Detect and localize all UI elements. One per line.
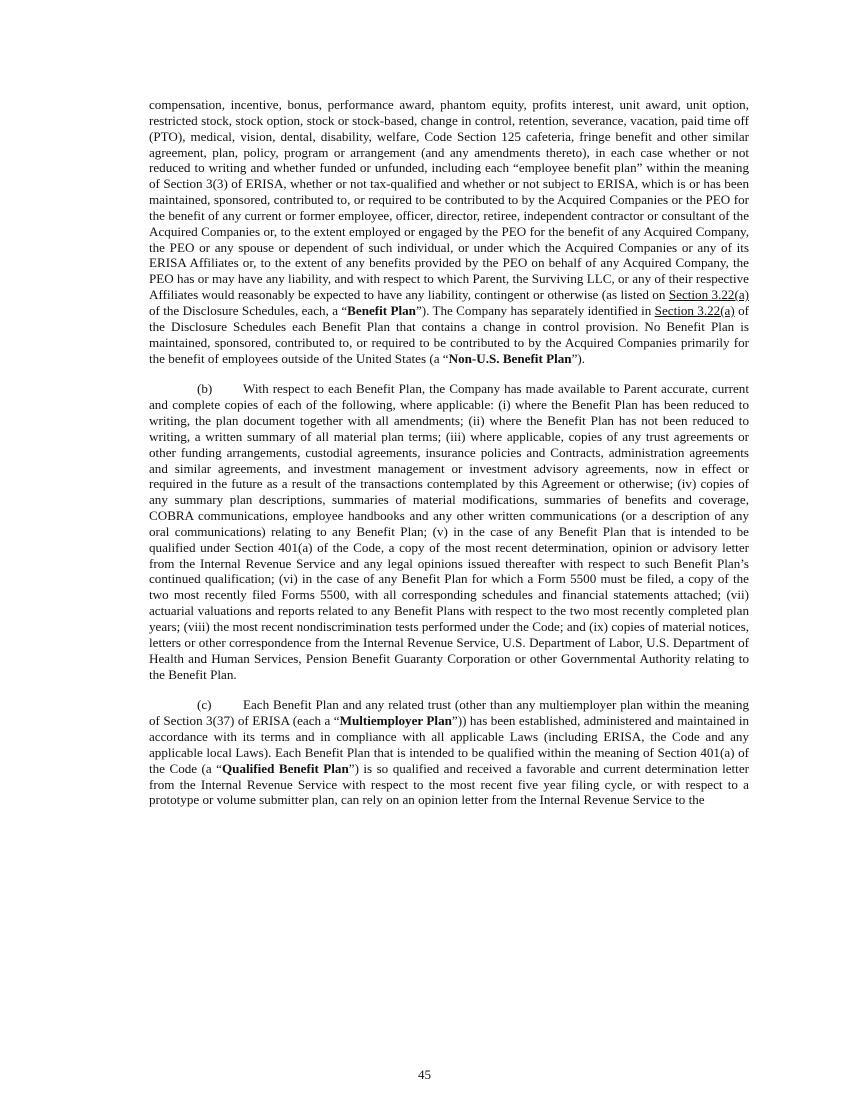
page-number: 45 [417, 1067, 432, 1082]
section-reference: Section 3.22(a) [654, 302, 735, 318]
text-run: of the Disclosure Schedules, each, a “ [149, 302, 348, 318]
defined-term: Qualified Benefit Plan [222, 760, 349, 776]
text-run: ”)) has been established, administered and maintained in accordance with its terms and in compliance with all applicable Laws (including ERISA, the Code and any applicable local Laws). Each Benefit Plan that is intended to be qualified within the meaning of Section 401(a) of the Code (a “ [149, 713, 750, 776]
section-reference: Section 3.22(a) [668, 287, 749, 303]
paragraph-c [149, 697, 749, 808]
paragraph-continuation [149, 97, 749, 366]
text-run: Each Benefit Plan and any related trust (other than any multiemployer plan within the meaning of Section 3(37) of ERISA (each a “ [149, 697, 749, 729]
text-run: With respect to each Benefit Plan, the Company has made available to Parent accurate, current and complete copies of each of the following, where applicable: (i) where the Benefit Plan has been reduced to writing, the plan document together with all amendments; (ii) where the Benefit Plan has not been reduced to writing, a written summary of all material plan terms; (iii) where applicable, copies of any trust agreements or other funding arrangements, custodial agreements, insurance policies and Contracts, administration agreements and similar agreements, and investment management or investment advisory agreements, now in effect or required in the future as a result of the transactions contemplated by this Agreement or otherwise; (iv) copies of any summary plan descriptions, summaries of material modifications, summaries of benefits and coverage, COBRA communications, employee handbooks and any other written communications (or a description of any oral communications) relating to any Benefit Plan; (v) in the case of any Benefit Plan that is intended to be qualified under Section 401(a) of the Code, a copy of the most recent determination, opinion or advisory letter from the Internal Revenue Service and any legal opinions issued thereafter with respect to such Benefit Plan’s continued qualification; (vi) in the case of any Benefit Plan for which a Form 5500 must be filed, a copy of the two most recently filed Forms 5500, with all corresponding schedules and financial statements attached; (vii) actuarial valuations and reports related to any Benefit Plans with respect to the two most recently completed plan years; (viii) the most recent nondiscrimination tests performed under the Code; and (ix) copies of material notices, letters or other correspondence from the Internal Revenue Service, U.S. Department of Labor, U.S. Department of Health and Human Services, Pension Benefit Guaranty Corporation or other Governmental Authority relating to the Benefit Plan. [149, 381, 749, 682]
document-body [149, 97, 749, 808]
defined-term: Non-U.S. Benefit Plan [448, 350, 572, 366]
text-run: ”). The Company has separately identified in [415, 302, 655, 318]
text-run: ”) is so qualified and received a favorable and current determination letter from the Internal Revenue Service with respect to the most recent five year filing cycle, or with respect to a prototype or volume submitter plan, can rely on an opinion letter from the Internal Revenue Service to the [149, 760, 749, 808]
paragraph-label: (b) [197, 381, 213, 397]
paragraph-b [149, 381, 749, 682]
text-run: compensation, incentive, bonus, performance award, phantom equity, profits interest, unit award, unit option, restricted stock, stock option, stock or stock-based, change in control, retention, severance, vacation, paid time off (PTO), medical, vision, dental, disability, welfare, Code Section 125 cafeteria, fringe benefit and other similar agreement, plan, policy, program or arrangement (and any amendments thereto), in each case whether or not reduced to writing and whether funded or unfunded, including each “employee benefit plan” within the meaning of Section 3(3) of ERISA, whether or not tax-qualified and whether or not subject to ERISA, which is or has been maintained, sponsored, contributed to, or required to be contributed to by the Acquired Companies or the PEO for the benefit of any current or former employee, officer, director, retiree, independent contractor or consultant of the Acquired Companies or, to the extent employed or engaged by the PEO for the benefit of any Acquired Company, the PEO or any spouse or dependent of such individual, or under which the Acquired Companies or any of its ERISA Affiliates or, to the extent of any benefits provided by the PEO on behalf of any Acquired Company, the PEO has or may have any liability, and with respect to which Parent, the Surviving LLC, or any of their respective Affiliates would reasonably be expected to have any liability, contingent or otherwise (as listed on [149, 97, 749, 303]
text-run: of the Disclosure Schedules each Benefit Plan that contains a change in control provision. No Benefit Plan is maintained, sponsored, contributed to, or required to be contributed to by the Acquired Companies primarily for the benefit of employees outside of the United States (a “ [149, 302, 749, 366]
defined-term: Multiemployer Plan [339, 713, 452, 729]
defined-term: Benefit Plan [347, 302, 416, 318]
paragraph-label: (c) [197, 697, 212, 713]
text-run: ”). [571, 350, 586, 366]
